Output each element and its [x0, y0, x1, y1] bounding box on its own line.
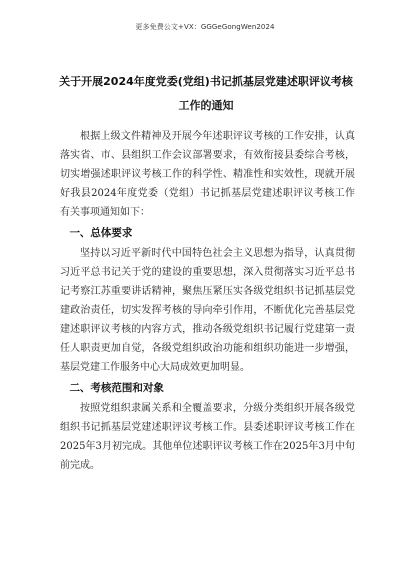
intro-paragraph: 根据上级文件精神及开展今年述职评议考核的工作安排，认真落实省、市、县组织工作会议部署要求，有效衔接县委综合考核，切实增强述职评议考核工作的科学性、精准性和实效性，现就开展好我县2024年度党委（党组）书记抓基层党建述职评议考核工作有关事项通知如下： — [60, 131, 355, 218]
section-heading-scope-and-targets: 二、考核范围和对象 — [69, 382, 164, 394]
document-title: 关于开展2024年度党委(党组)书记抓基层党建述职评议考核工作的通知 — [59, 75, 353, 112]
section-paragraph-general-requirements: 坚持以习近平新时代中国特色社会主义思想为指导，认真贯彻习近平总书记关于党的建设的重要思想，深入贯彻落实习近平总书记考察江苏重要讲话精神，聚焦压紧压实各级党组织书记抓基层党建政治责任，切实发挥考核的导向牵引作用，不断优化完善基层党建述职评议考核的内容方式，推动各级党组织书记履行党建第一责任人职责更加自觉，各级党组织政治功能和组织功能进一步增强，基层党建工作服务中心大局成效更加明显。 — [60, 248, 355, 373]
section-paragraph-scope-and-targets: 按照党组织隶属关系和全覆盖要求，分级分类组织开展各级党组织书记抓基层党建述职评议考核工作。县委述职评议考核工作在2025年3月初完成。其他单位述职评议考核工作在2025年3月中旬前完成。 — [60, 403, 355, 471]
document-body — [60, 127, 355, 475]
section-heading-general-requirements: 一、总体要求 — [69, 227, 133, 239]
header-note: 更多免费公文+VX：GGGeGongWen2024 — [135, 23, 275, 31]
